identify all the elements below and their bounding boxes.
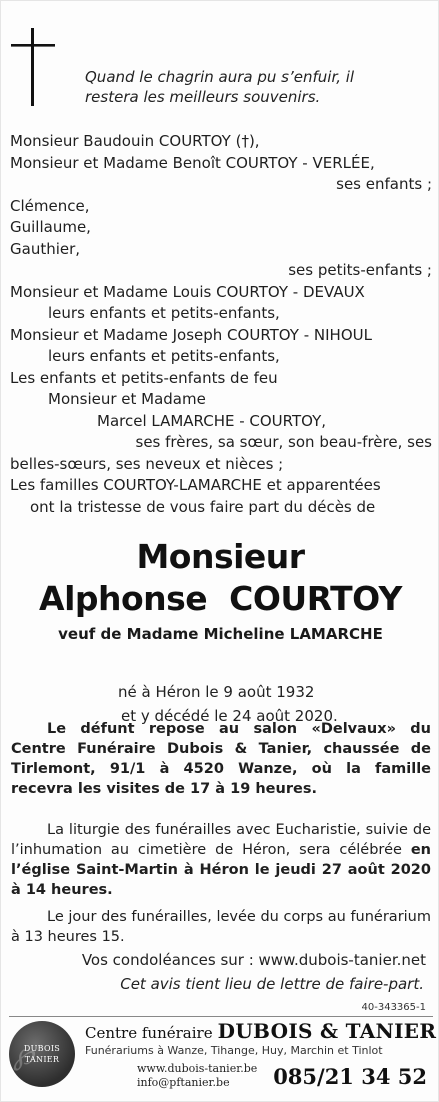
funeral-home-heading (85, 1019, 436, 1043)
deceased-name: Alphonse COURTOY (39, 579, 402, 618)
transfer-text: Le jour des funérailles, levée du corps au funérarium à 13 heures 15. (11, 909, 431, 945)
family-line: Guillaume, (10, 218, 91, 236)
logo-monogram: ℘ (13, 1037, 34, 1072)
funeral-location-date: en l’église Saint-Martin à Héron le jeudi 27 août 2020 à 14 heures. (11, 842, 432, 898)
family-line: belles-sœurs, ses neveux et nièces ; (10, 454, 284, 473)
email-link[interactable]: info@pftanier.be (137, 1076, 230, 1089)
funeral-home-contacts (137, 1062, 257, 1090)
quote-line: Quand le chagrin aura pu s’enfuir, il (85, 68, 355, 86)
family-role: ses petits-enfants ; (288, 261, 432, 279)
family-line: Gauthier, (10, 239, 81, 258)
phone-number[interactable]: 085/21 34 52 (273, 1064, 427, 1089)
footer-divider (9, 1016, 433, 1017)
deceased-name-block (1, 537, 439, 643)
family-line: Les enfants et petits-enfants de feu (10, 368, 278, 387)
family-line: Monsieur et Madame Benoît COURTOY - VERLÉE, (10, 153, 375, 172)
condolences-line: Vos condoléances sur : www.dubois-tanier.net (81, 951, 426, 969)
visitation-notice (11, 719, 431, 799)
logo-text: DUBOIS (23, 1044, 61, 1053)
cross-icon (11, 28, 55, 106)
funeral-home-label: Centre funéraire (85, 1024, 213, 1042)
funeral-home-locations: Funérariums à Wanze, Tihange, Huy, Marchin et Tinlot (85, 1044, 383, 1057)
family-line: ont la tristesse de vous faire part du décès de (30, 497, 376, 516)
family-line: Monsieur et Madame (48, 390, 206, 408)
logo-text: TANIER (24, 1055, 60, 1064)
family-line: Monsieur Baudouin COURTOY (†), (10, 132, 260, 150)
transfer-notice (11, 907, 431, 947)
family-line: Monsieur et Madame Louis COURTOY - DEVAUX (10, 282, 365, 301)
funeral-text: La liturgie des funérailles avec Eucharistie, suivie de l’inhumation au cimetière de Héron, sera célébrée (11, 822, 431, 858)
family-line: Clémence, (10, 196, 90, 215)
epigraph-quote (85, 67, 425, 107)
family-list (10, 131, 432, 518)
family-line: Les familles COURTOY-LAMARCHE et apparentées (10, 476, 381, 494)
reference-number: 40-343365-1 (361, 1002, 426, 1013)
family-role: ses enfants ; (336, 175, 432, 193)
family-line: leurs enfants et petits-enfants, (48, 304, 280, 322)
notice-disclaimer: Cet avis tient lieu de lettre de faire-part. (120, 975, 424, 993)
family-line: Marcel LAMARCHE - COURTOY, (97, 411, 327, 430)
family-line: Monsieur et Madame Joseph COURTOY - NIHOUL (10, 325, 372, 344)
family-line: ses frères, sa sœur, son beau-frère, ses (135, 433, 432, 451)
family-line: leurs enfants et petits-enfants, (48, 347, 280, 365)
funeral-home-logo (9, 1021, 75, 1087)
website-link[interactable]: www.dubois-tanier.be (137, 1062, 258, 1075)
funeral-home-brand: DUBOIS & TANIER (217, 1019, 437, 1043)
death-date: et y décédé le 24 août 2020. (121, 707, 338, 725)
widow-line: veuf de Madame Micheline LAMARCHE (58, 625, 383, 643)
deceased-title: Monsieur (136, 537, 305, 576)
visitation-text: Le défunt repose au salon «Delvaux» du Centre Funéraire Dubois & Tanier, chaussée de Tirlemont, 91/1 à 4520 Wanze, où la famille recevra les visites de 17 à 19 heures. (11, 721, 431, 797)
quote-line: restera les meilleurs souvenirs. (85, 88, 321, 106)
birth-date: né à Héron le 9 août 1932 (118, 683, 315, 701)
funeral-notice (11, 820, 431, 900)
